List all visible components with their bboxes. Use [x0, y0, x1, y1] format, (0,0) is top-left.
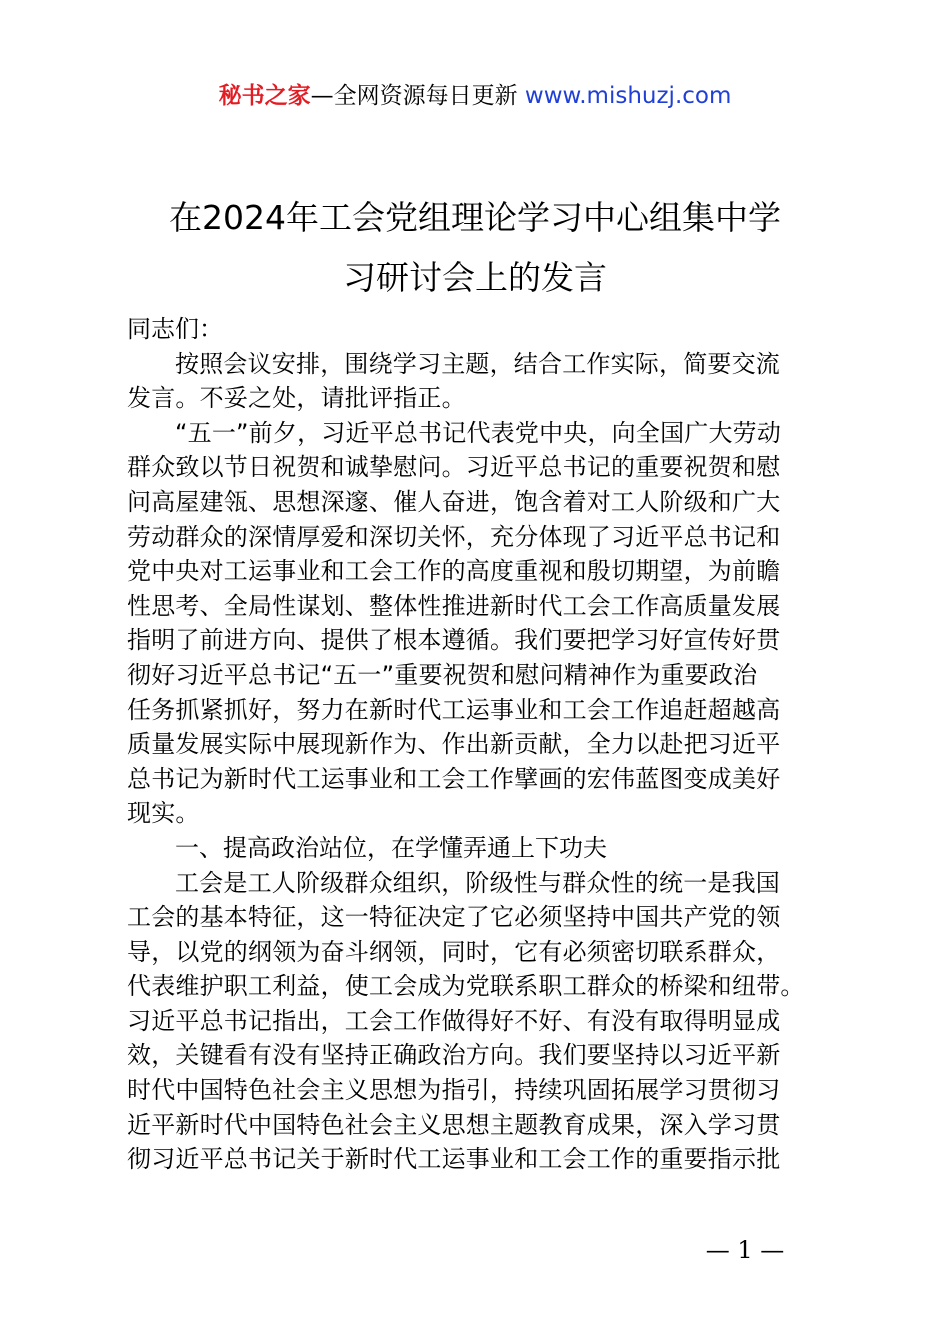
site-brand: 秘书之家: [218, 83, 311, 109]
page-number: — 1 —: [705, 1236, 785, 1264]
salutation: 同志们：: [127, 315, 223, 343]
paragraph-line: 党中央对工运事业和工会工作的高度重视和殷切期望，为前瞻: [127, 557, 781, 586]
title-line-2: 习研讨会上的发言: [343, 258, 607, 297]
paragraph-line: 指明了前进方向、提供了根本遵循。我们要把学习好宣传好贯: [127, 626, 781, 655]
paragraph-line: 问高屋建瓴、思想深邃、催人奋进，饱含着对工人阶级和广大: [127, 487, 781, 516]
paragraph-line: 近平新时代中国特色社会主义思想主题教育成果，深入学习贯: [127, 1110, 781, 1139]
paragraph-line: 工会是工人阶级群众组织，阶级性与群众性的统一是我国: [175, 868, 780, 897]
paragraph-line: 群众致以节日祝贺和诚挚慰问。习近平总书记的重要祝贺和慰: [127, 453, 781, 482]
paragraph-line: “五一”前夕，习近平总书记代表党中央，向全国广大劳动: [175, 418, 782, 447]
paragraph-line: 总书记为新时代工运事业和工会工作擘画的宏伟蓝图变成美好: [127, 764, 781, 793]
site-url-link[interactable]: www.mishuzj.com: [524, 83, 732, 109]
paragraph-opening: [127, 347, 837, 416]
paragraph-line: 按照会议安排，围绕学习主题，结合工作实际，简要交流: [175, 349, 780, 378]
paragraph-line: 任务抓紧抓好，努力在新时代工运事业和工会工作追赶超越高: [127, 695, 781, 724]
section-heading-1: 一、提高政治站位，在学懂弄通上下功夫: [175, 833, 607, 862]
paragraph-line: 效，关键看有没有坚持正确政治方向。我们要坚持以习近平新: [127, 1041, 781, 1070]
paragraph-line: 工会的基本特征，这一特征决定了它必须坚持中国共产党的领: [127, 903, 781, 932]
paragraph-line: 代表维护职工利益，使工会成为党联系职工群众的桥梁和纽带。: [127, 972, 805, 1001]
paragraph-line: 现实。: [127, 799, 200, 828]
paragraph-line: 时代中国特色社会主义思想为指引，持续巩固拓展学习贯彻习: [127, 1076, 781, 1105]
document-title: [0, 188, 950, 308]
paragraph-line: 发言。不妥之处，请批评指正。: [127, 384, 466, 413]
paragraph-line: 劳动群众的深情厚爱和深切关怀，充分体现了习近平总书记和: [127, 522, 781, 551]
paragraph-section-1: [127, 866, 837, 1177]
paragraph-line: 性思考、全局性谋划、整体性推进新时代工会工作高质量发展: [127, 591, 781, 620]
paragraph-line: 导，以党的纲领为奋斗纲领，同时，它有必须密切联系群众，: [127, 937, 781, 966]
paragraph-line: 彻好习近平总书记“五一”重要祝贺和慰问精神作为重要政治: [127, 660, 758, 689]
site-slogan: —全网资源每日更新: [310, 83, 518, 109]
title-line-1: 在2024年工会党组理论学习中心组集中学: [169, 198, 781, 237]
paragraph-line: 习近平总书记指出，工会工作做得好不好、有没有取得明显成: [127, 1006, 781, 1035]
paragraph-may-day: [127, 416, 837, 831]
document-body: [127, 312, 837, 1177]
paragraph-line: 质量发展实际中展现新作为、作出新贡献，全力以赴把习近平: [127, 730, 781, 759]
paragraph-line: 彻习近平总书记关于新时代工运事业和工会工作的重要指示批: [127, 1145, 781, 1174]
site-header-banner: [0, 80, 950, 112]
